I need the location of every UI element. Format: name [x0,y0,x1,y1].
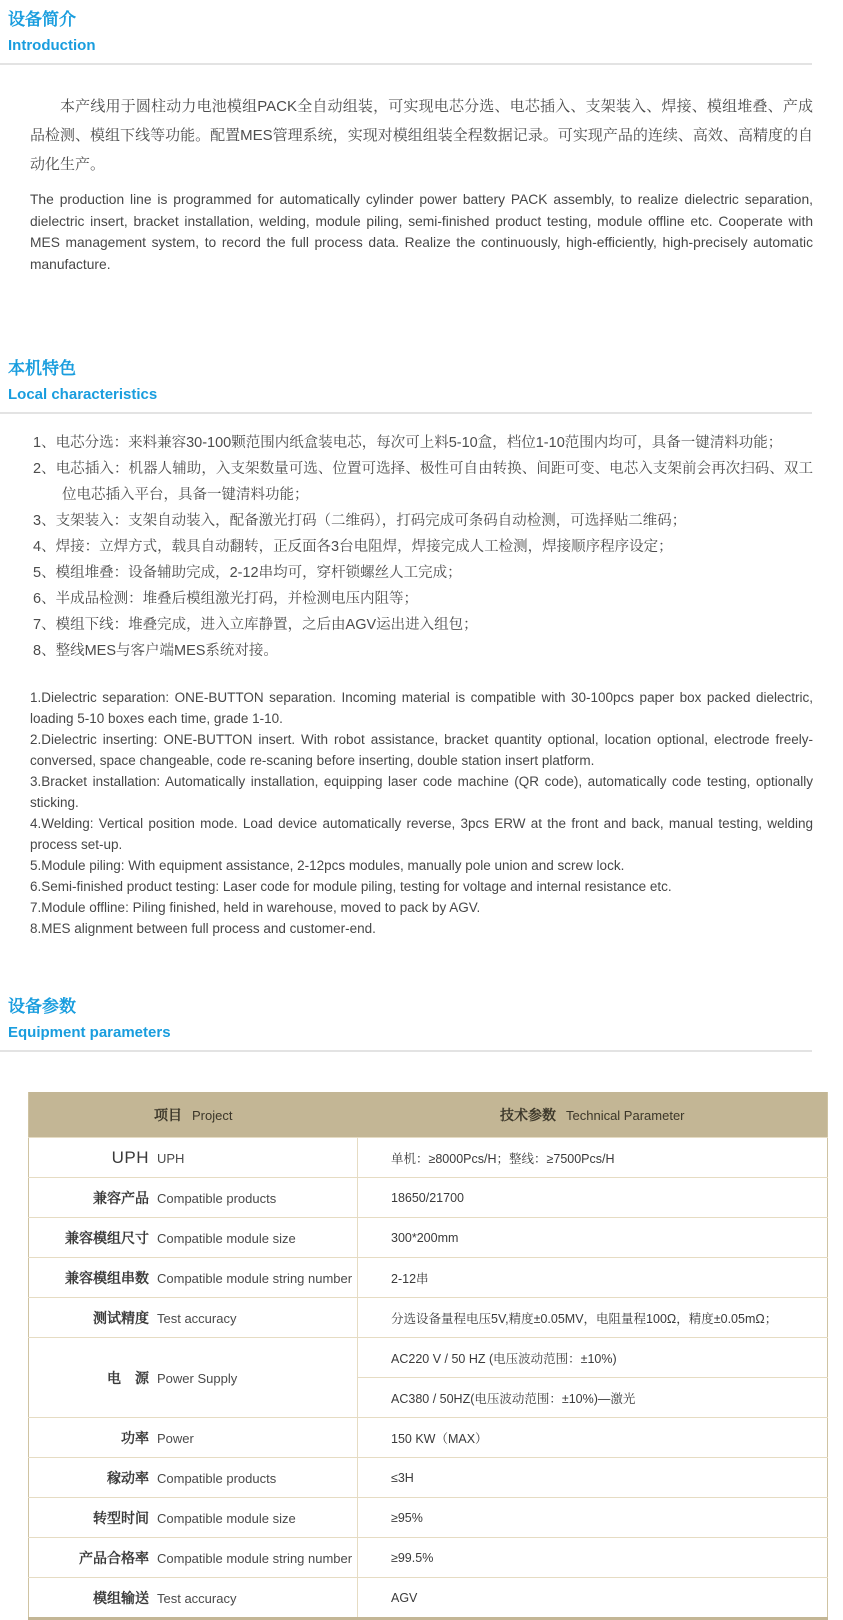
parameter-label-en: Compatible products [157,1470,277,1486]
equipment-parameters-table [28,1092,828,1620]
parameter-label-en: Compatible module string number [157,1550,353,1566]
table-header-project [29,1092,358,1138]
parameters-title-cn: 设备参数 [8,997,76,1016]
introduction-divider [0,63,812,65]
characteristics-section [0,349,843,939]
parameter-label-cn: 测试精度 [93,1309,149,1326]
parameter-value: 单机：≥8000Pcs/H；整线：≥7500Pcs/H [358,1138,828,1178]
parameter-label-en: Test accuracy [157,1310,237,1326]
characteristic-item-cn: 3、支架装入：支架自动装入，配备激光打码（二维码），打码完成可条码自动检测，可选择贴二维码； [33,513,687,529]
characteristic-item-en: 7.Module offline: Piling finished, held in warehouse, moved to pack by AGV. [30,900,481,915]
parameter-label-cell [29,1218,358,1258]
table-row [29,1538,828,1578]
table-header-row [29,1092,828,1138]
parameter-label-en: Power [157,1430,194,1446]
parameter-value: ≤3H [358,1458,828,1498]
characteristic-item-cn: 1、电芯分选：来料兼容30-100颗范围内纸盒装电芯，每次可上料5-10盒，档位1-10范围内均可，具备一键清料功能； [33,435,783,451]
parameter-value: AGV [358,1578,828,1619]
table-row [29,1338,828,1378]
parameter-label-cn: 产品合格率 [79,1549,149,1566]
parameter-label-cell [29,1298,358,1338]
table-row [29,1578,828,1619]
characteristic-item-cn: 7、模组下线：堆叠完成，进入立库静置，之后由AGV运出进入组包； [33,617,478,633]
table-row [29,1298,828,1338]
header-project-cn: 项目 [154,1106,183,1123]
table-row [29,1178,828,1218]
characteristic-item-cn: 2、电芯插入：机器人辅助，入支架数量可选、位置可选择、极性可自由转换、间距可变、电芯入支架前会再次扫码、双工位电芯插入平台，具备一键清料功能； [33,461,813,503]
table-body [29,1138,828,1619]
header-parameter-cn: 技术参数 [500,1106,556,1123]
parameter-label-en: UPH [157,1150,185,1166]
header-project-en: Project [192,1107,233,1123]
parameter-label-en: Test accuracy [157,1590,237,1606]
table-header-technical-parameter [358,1092,828,1138]
parameter-value: 18650/21700 [358,1178,828,1218]
table-row [29,1258,828,1298]
characteristic-item-en: 5.Module piling: With equipment assistance, 2-12pcs modules, manually pole union and screw lock. [30,858,625,873]
parameter-label-cn: 转型时间 [93,1509,149,1526]
parameter-label-cn: 稼动率 [107,1469,149,1486]
parameter-label-cell [29,1458,358,1498]
table-row [29,1458,828,1498]
parameter-value: ≥99.5% [358,1538,828,1578]
parameter-value: 分选设备量程电压5V,精度±0.05MV，电阻量程100Ω，精度±0.05mΩ； [358,1298,828,1338]
parameter-value: 300*200mm [358,1218,828,1258]
parameter-label-en: Power Supply [157,1370,238,1386]
characteristic-item-cn: 5、模组堆叠：设备辅助完成，2-12串均可，穿杆锁螺丝人工完成； [33,565,462,581]
parameter-label-cn: 兼容模组串数 [65,1269,149,1286]
parameter-label-cell [29,1498,358,1538]
introduction-title-cn: 设备简介 [8,10,76,29]
parameter-label-cn: UPH [111,1147,149,1167]
table-row [29,1218,828,1258]
characteristics-list-cn [33,430,813,664]
characteristic-item-en: 3.Bracket installation: Automatically installation, equipping laser code machine (QR code), automatically code testing, optionally sticking. [30,774,813,810]
spacer [0,275,843,349]
characteristic-item-en: 4.Welding: Vertical position mode. Load device automatically reverse, 3pcs ERW at the front and back, manual testing, welding process set-up. [30,816,813,852]
spacer [0,939,843,987]
parameter-label-cell [29,1138,358,1178]
parameter-value: 150 KW（MAX） [358,1418,828,1458]
parameter-label-cell [29,1258,358,1298]
parameter-value: AC220 V / 50 HZ (电压波动范围：±10%) [358,1338,828,1378]
parameters-divider [0,1050,812,1052]
characteristic-item-en: 1.Dielectric separation: ONE-BUTTON separation. Incoming material is compatible with 30-100pcs paper box packed dielectric, loading 5-10 boxes each time, grade 1-10. [30,690,813,726]
parameter-label-cell [29,1178,358,1218]
parameter-label-en: Compatible module string number [157,1270,353,1286]
header-parameter-en: Technical Parameter [566,1107,685,1123]
parameter-label-cn: 功率 [121,1429,149,1446]
parameters-title-en: Equipment parameters [8,1024,171,1041]
introduction-paragraph-cn: 本产线用于圆柱动力电池模组PACK全自动组装，可实现电芯分选、电芯插入、支架装入、焊接、模组堆叠、产成品检测、模组下线等功能。配置MES管理系统，实现对模组组装全程数据记录。可实现产品的连续、高效、高精度的自动化生产。 [30,98,813,173]
parameter-label-cn: 兼容模组尺寸 [65,1229,149,1246]
parameter-label-en: Compatible module size [157,1230,296,1246]
table-row [29,1498,828,1538]
introduction-section [0,0,843,275]
parameter-label-cell [29,1338,358,1418]
parameter-label-cell [29,1578,358,1619]
parameter-label-cn: 模组输送 [93,1589,149,1606]
characteristics-title-en: Local characteristics [8,386,158,403]
characteristics-title-cn: 本机特色 [8,359,76,378]
table-row [29,1418,828,1458]
parameters-section [0,987,843,1620]
characteristic-item-en: 2.Dielectric inserting: ONE-BUTTON insert. With robot assistance, bracket quantity optional, location optional, electrode freely-conversed, space changeable, code re-scaning before inserting, double station insert platform. [30,732,813,768]
parameter-label-en: Compatible module size [157,1510,296,1526]
introduction-title-en: Introduction [8,37,96,54]
characteristic-item-cn: 4、焊接：立焊方式，载具自动翻转，正反面各3台电阻焊，焊接完成人工检测，焊接顺序程序设定； [33,539,673,555]
characteristic-item-en: 6.Semi-finished product testing: Laser code for module piling, testing for voltage and internal resistance etc. [30,879,672,894]
characteristic-item-cn: 8、整线MES与客户端MES系统对接。 [33,643,278,659]
characteristic-item-en: 8.MES alignment between full process and customer-end. [30,921,376,936]
parameter-value: ≥95% [358,1498,828,1538]
characteristics-list-en [30,687,813,939]
parameter-value: AC380 / 50HZ(电压波动范围：±10%)—激光 [358,1378,828,1418]
parameter-label-cell [29,1538,358,1578]
parameter-label-en: Compatible products [157,1190,277,1206]
parameter-label-cell [29,1418,358,1458]
parameter-label-cn: 电 源 [107,1369,149,1386]
parameter-label-cn: 兼容产品 [93,1189,149,1206]
parameter-value: 2-12串 [358,1258,828,1298]
characteristics-divider [0,412,812,414]
introduction-paragraph-en: The production line is programmed for automatically cylinder power battery PACK assembly, to realize dielectric separation, dielectric insert, bracket installation, welding, module piling, semi-finished product testing, module offline etc. Cooperate with MES management system, to record the full process data. Realize the continuously, high-efficiently, high-precisely automatic manufacture. [30,192,813,272]
characteristic-item-cn: 6、半成品检测：堆叠后模组激光打码，并检测电压内阻等； [33,591,419,607]
table-row [29,1138,828,1178]
